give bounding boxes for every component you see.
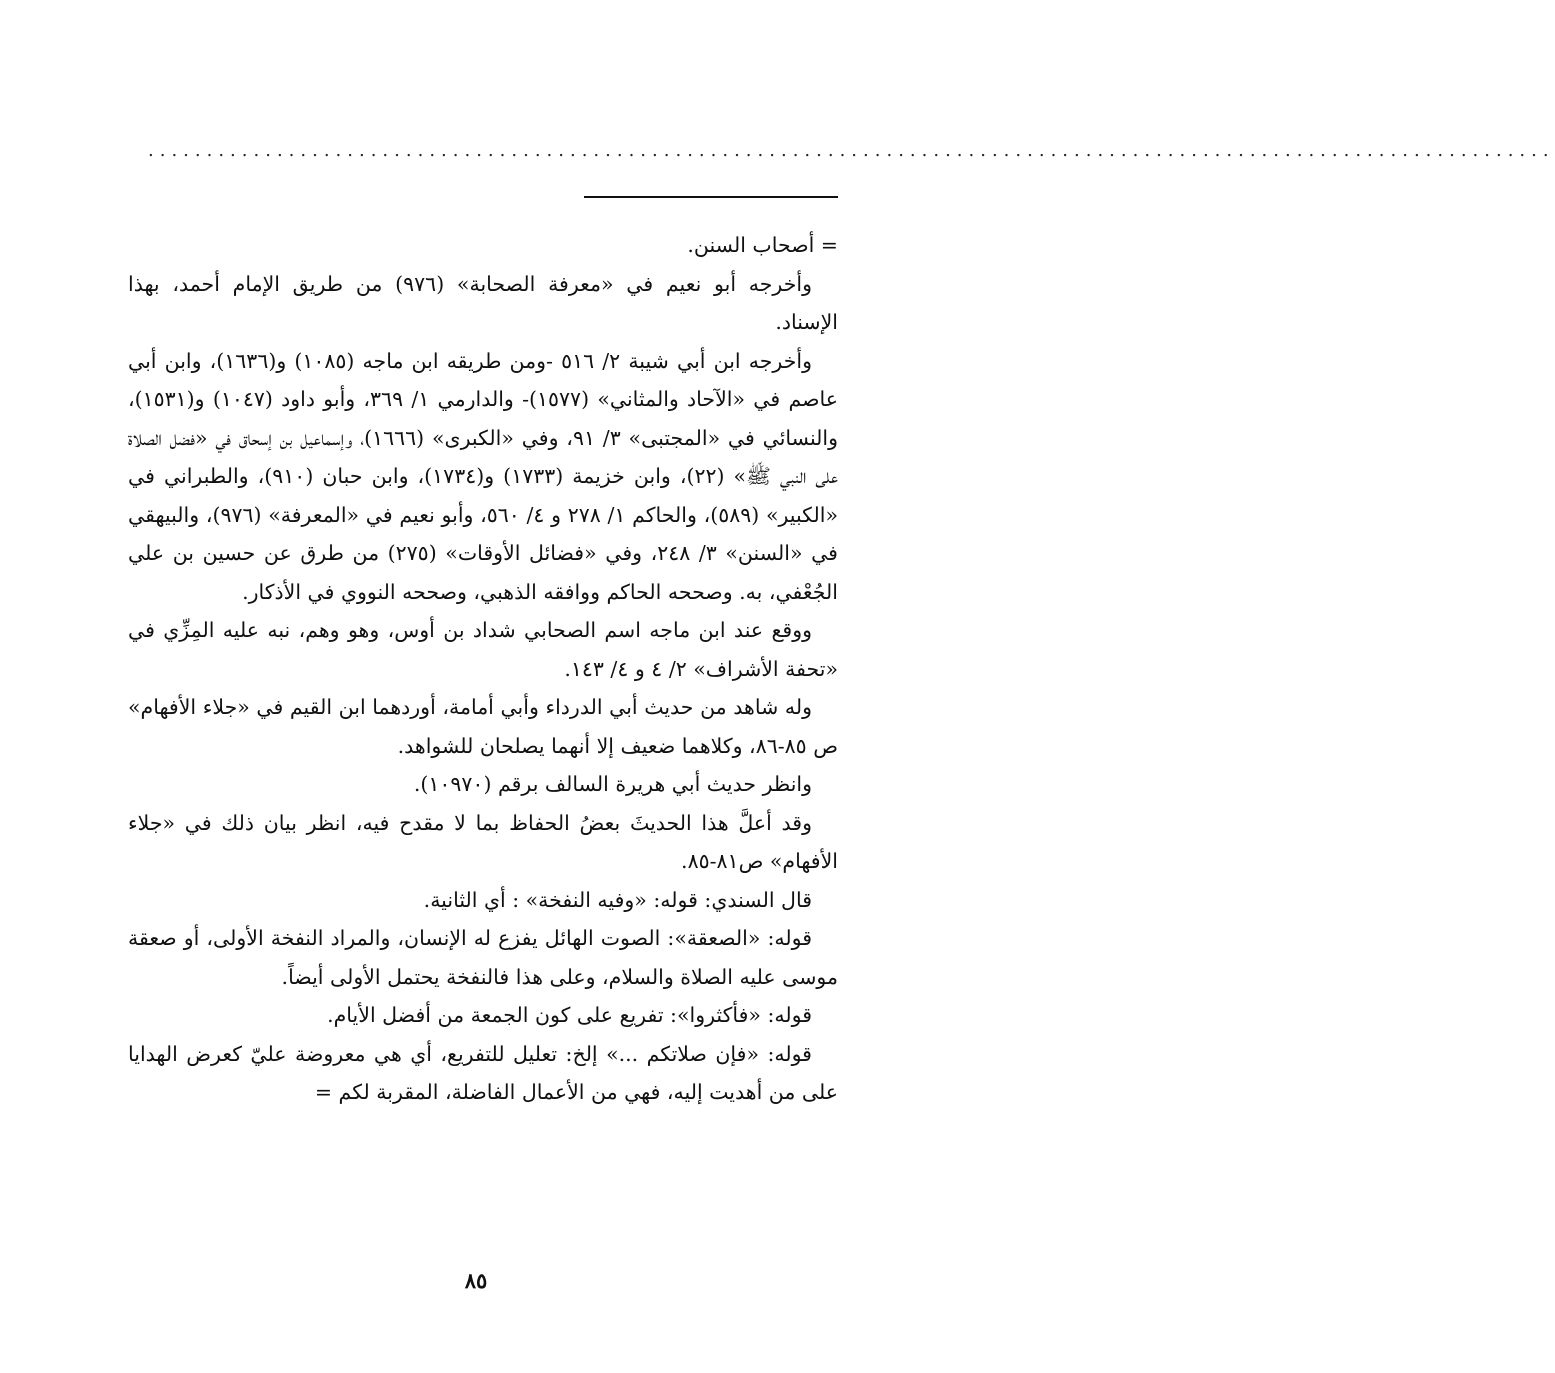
paragraph-takhrij: وأخرجه ابن أبي شيبة ٢/ ٥١٦ -ومن طريقه ابن ماجه (١٠٨٥) و(١٦٣٦)، وابن أبي عاصم في «الآحاد والمثاني» (١٥٧٧)- والدارمي ١/ ٣٦٩، وأبو داود (١٠٤٧) و(١٥٣١)، والنسائي في «المجتبى» ٣/ ٩١، وفي «الكبرى» (١٦٦٦)، وإسماعيل بن إسحاق في «فضل الصلاة على النبي ﷺ» (٢٢)، وابن خزيمة (١٧٣٣) و(١٧٣٤)، وابن حبان (٩١٠)، والطبراني في «الكبير» (٥٨٩)، والحاكم ١/ ٢٧٨ و ٤/ ٥٦٠، وأبو نعيم في «المعرفة» (٩٧٦)، والبيهقي في «السنن» ٣/ ٢٤٨، وفي «فضائل الأوقات» (٢٧٥) من طرق عن حسين بن علي الجُعْفي، به. وصححه الحاكم ووافقه الذهبي، وصححه النووي في الأذكار. [128, 348, 838, 604]
paragraph-illah: وقد أعلَّ هذا الحديثَ بعضُ الحفاظ بما لا مقدح فيه، انظر بيان ذلك في «جلاء الأفهام» ص٨١-٨٥. [128, 810, 838, 873]
paragraph-shahid: وله شاهد من حديث أبي الدرداء وأبي أمامة، أوردهما ابن القيم في «جلاء الأفهام» ص ٨٥-٨٦، وكلاهما ضعيف إلا أنهما يصلحان للشواهد. [128, 695, 838, 758]
paragraph-sindi: قال السندي: قوله: «وفيه النفخة» : أي الثانية. [423, 887, 812, 912]
footnote-body [128, 226, 838, 1112]
footnote-rule [584, 196, 838, 198]
paragraph-abu-nuaym: وأخرجه أبو نعيم في «معرفة الصحابة» (٩٧٦) من طريق الإمام أحمد، بهذا الإسناد. [128, 271, 838, 334]
paragraph-continuation: = أصحاب السنن. [687, 233, 838, 257]
paragraph-saqah: قوله: «الصعقة»: الصوت الهائل يفزع له الإنسان، والمراد النفخة الأولى، أو صعقة موسى عليه الصلاة والسلام، وعلى هذا فالنفخة يحتمل الأولى أيضاً. [128, 926, 838, 989]
paragraph-salatukum: قوله: «فإن صلاتكم ...» إلخ: تعليل للتفريع، أي هي معروضة عليّ كعرض الهدايا على من أهديت إليه، فهي من الأعمال الفاضلة، المقربة لكم = [128, 1041, 838, 1104]
paragraph-see-hadith: وانظر حديث أبي هريرة السالف برقم (١٠٩٧٠). [413, 772, 812, 796]
paragraph-aktharu: قوله: «فأكثروا»: تفريع على كون الجمعة من أفضل الأيام. [327, 1003, 812, 1027]
page-number: ٨٥ [464, 1268, 488, 1293]
dotted-separator: ........................................................................................................................ [148, 140, 1555, 161]
paragraph-ibn-majah-note: ووقع عند ابن ماجه اسم الصحابي شداد بن أوس، وهو وهم، نبه عليه المِزِّي في «تحفة الأشراف» ٢/ ٤ و ٤/ ١٤٣. [128, 618, 838, 681]
